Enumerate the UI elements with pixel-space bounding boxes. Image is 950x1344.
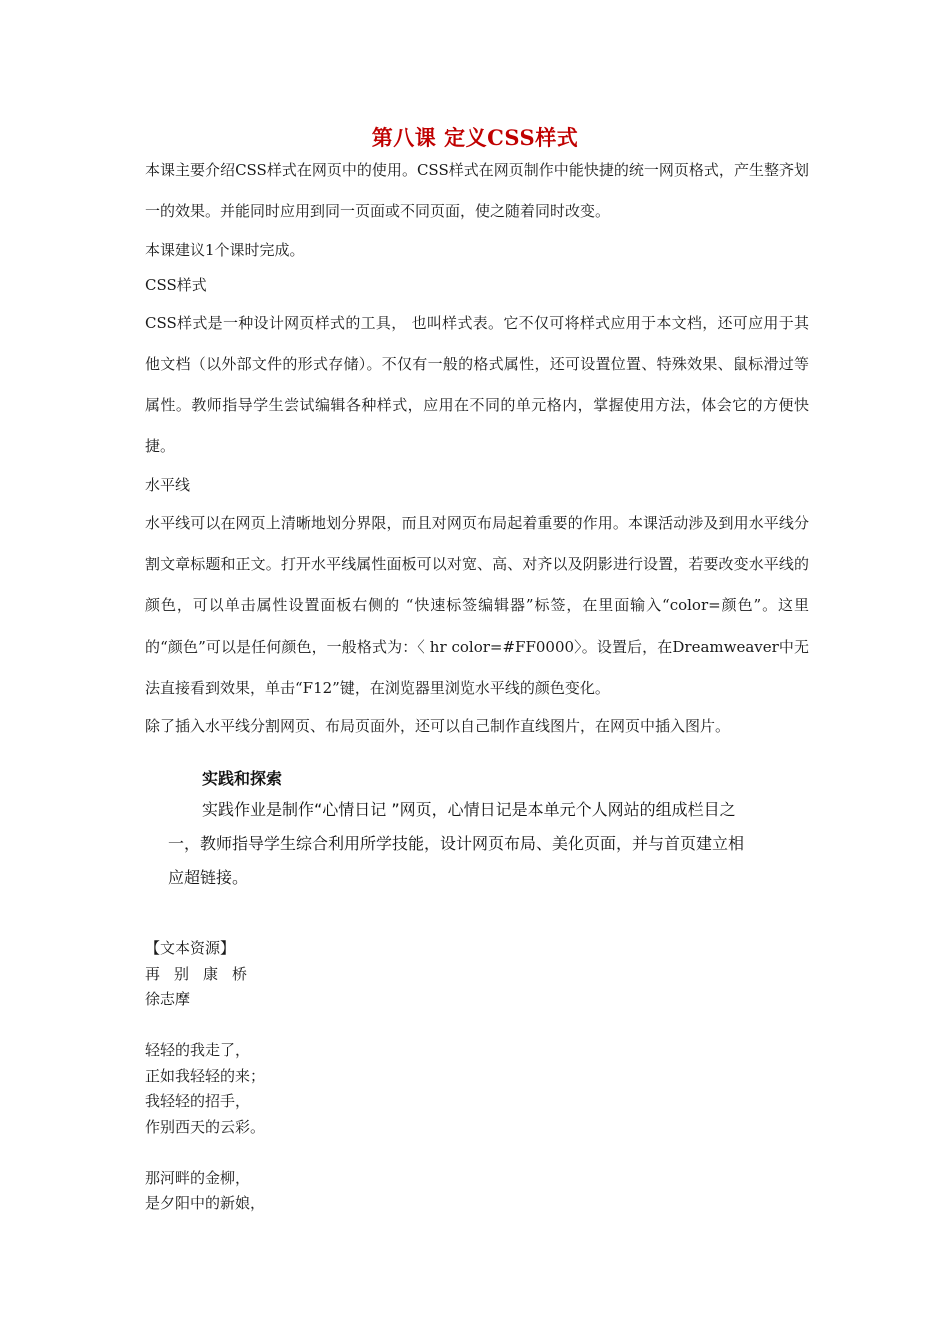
poem-line: 是夕阳中的新娘， <box>145 1194 266 1212</box>
stanza-spacer <box>145 1013 645 1039</box>
css-section-text: CSS样式是一种设计网页样式的工具， 也叫样式表。它不仅可将样式应用于本文档，还可应用于其他文档（以外部文件的形式存储）。不仅有一般的格式属性，还可设置位置、特殊效果、鼠标滑过等属性。教师指导学生尝试编辑各种样式，应用在不同的单元格内，掌握使用方法，体会它的方便快捷。 <box>145 313 809 456</box>
poem-title: 再别康桥 <box>145 964 262 983</box>
stanza-spacer <box>145 1140 645 1166</box>
poem-line: 那河畔的金柳， <box>145 1168 251 1187</box>
resource-label: 【文本资源】 <box>145 939 236 957</box>
practice-section <box>168 765 758 895</box>
poem-author: 徐志摩 <box>145 990 191 1008</box>
lesson-duration: 本课建议1个课时完成。 <box>145 240 305 259</box>
practice-heading: 实践和探索 <box>202 769 283 788</box>
hr-section-text: 水平线可以在网页上清晰地划分界限，而且对网页布局起着重要的作用。本课活动涉及到用水平线分割文章标题和正文。打开水平线属性面板可以对宽、高、对齐以及阴影进行设置，若要改变水平线的颜色，可以单击属性设置面板右侧的 “快速标签编辑器”标签，在里面输入“color=颜色”。这里的“颜色”可以是任何颜色，一般格式为：〈 hr color=#FF0000〉。设置后，在Dreamweaver中无法直接看到效果，单击“F12”键，在浏览器里浏览水平线的颜色变化。 <box>145 513 809 697</box>
lesson-title: 第八课 定义CSS样式 <box>371 125 579 150</box>
lesson-body <box>145 150 809 744</box>
poem-line: 轻轻的我走了， <box>145 1041 251 1059</box>
text-resource-section <box>145 936 645 1217</box>
poem-line: 作别西天的云彩。 <box>145 1117 266 1136</box>
poem-line: 正如我轻轻的来； <box>145 1066 266 1085</box>
hr-section-extra: 除了插入水平线分割网页、布局页面外，还可以自己制作直线图片，在网页中插入图片。 <box>145 717 731 736</box>
intro-paragraph: 本课主要介绍CSS样式在网页中的使用。CSS样式在网页制作中能快捷的统一网页格式，产生整齐划一的效果。并能同时应用到同一页面或不同页面，使之随着同时改变。 <box>145 161 809 221</box>
css-section-heading: CSS样式 <box>145 275 207 294</box>
practice-text: 实践作业是制作“心情日记 ”网页，心情日记是本单元个人网站的组成栏目之一，教师指导学生综合利用所学技能，设计网页布局、美化页面，并与首页建立相应超链接。 <box>168 800 745 887</box>
hr-section-heading: 水平线 <box>145 475 191 494</box>
poem-line: 我轻轻的招手， <box>145 1092 251 1110</box>
